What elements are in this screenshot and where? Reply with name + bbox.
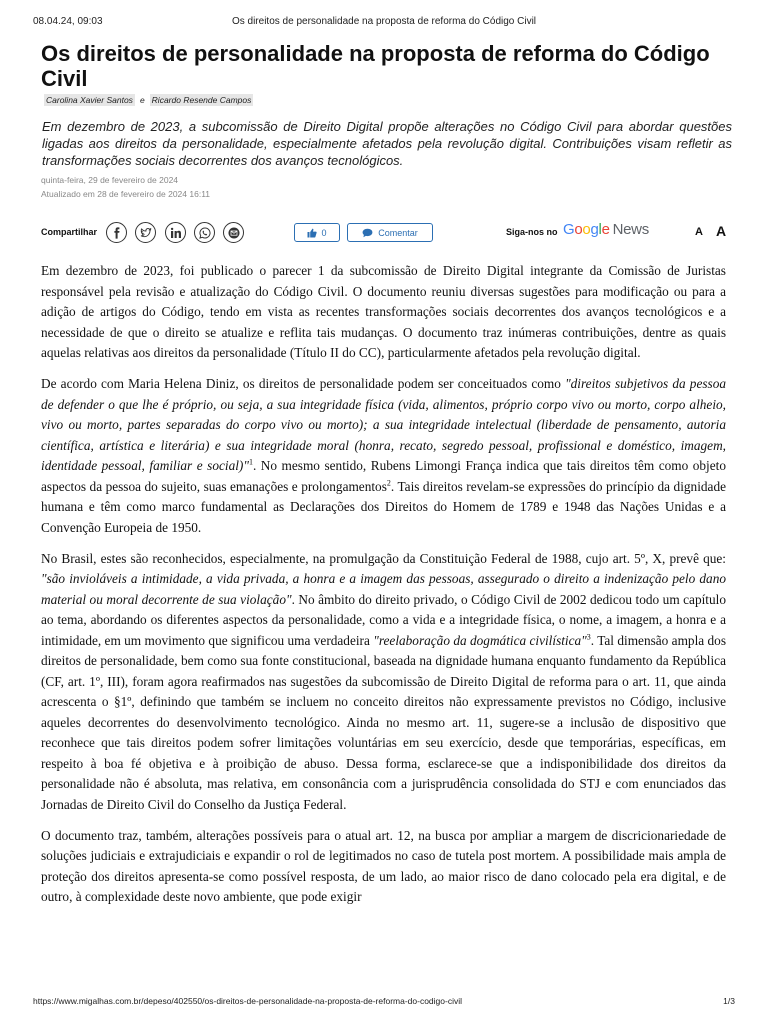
footnote-ref[interactable]: 1 (248, 457, 253, 467)
body-paragraph: O documento traz, também, alterações possíveis para o atual art. 12, na busca por ampliar a margem de discricionariedade de soluções judiciais e extrajudiciais e expandir o rol de legitimados no caso de tutela post mortem. A possibilidade mais ampla de proteção dos direitos apresenta-se como possível resposta, de um lado, ao maior risco de dano colocado pela era digital, e de outro, à complexidade deste novo ambiente, que pode exigir (41, 827, 726, 904)
google-news-word: News (612, 221, 649, 238)
body-text: . No mesmo sentido, Rubens Limongi França indica que tais direitos têm como objeto aspectos da pessoa do sujeito, suas emanações e prolongamentos (41, 458, 726, 494)
print-footer (33, 996, 735, 1008)
body-text: De acordo com Maria Helena Diniz, os direitos de personalidade podem ser conceituados como (41, 376, 566, 391)
share-label: Compartilhar (41, 227, 98, 237)
google-news-link[interactable] (563, 221, 649, 238)
follow-label: Siga-nos no (506, 227, 558, 237)
comment-label: Comentar (378, 227, 418, 238)
author-link[interactable]: Carolina Xavier Santos (46, 95, 133, 105)
google-news-logo-letter: e (601, 221, 610, 238)
article-body (41, 261, 726, 918)
facebook-icon[interactable] (106, 222, 127, 243)
google-news-logo-letter: l (598, 221, 602, 238)
increase-font-button[interactable]: A (716, 223, 727, 239)
body-text: . Tais direitos revelam-se expressões do princípio da dignidade humana e têm como marco fundamental as Declarações dos Direitos do Homem de 1789 e 1948 das Nações Unidas e a Convenção Europeia de 1950. (41, 478, 726, 535)
quote-text: "são invioláveis a intimidade, a vida privada, a honra e a imagem das pessoas, assegurado o direito a indenização pelo dano material ou moral decorrente de sua violação" (41, 571, 726, 607)
linkedin-icon[interactable] (165, 222, 186, 243)
body-text: . Tal dimensão ampla dos direitos de personalidade, bem como sua fonte constitucional, baseada na dignidade humana enquanto fundamento da República (CF, art. 1º, III), foram agora reafirmados nas sugestões da subcomissão de Direito Digital de reforma para o art. 11, que ainda acrescenta o §1º, definindo que também se incluem no conceito direitos não expressamente previstos no Código, inclusive aqueles decorrentes do desenvolvimento tecnológico. Ainda no mesmo art. 11, sugere-se a inclusão de dispositivo que reconhece que tais direitos podem sofrer limitações voluntárias em seu exercício, desde que temporárias, específicas, em respeito à boa fé objetiva e à proibição de abuso. Dessa forma, esclarece-se que a indisponibilidade dos direitos da personalidade não é absoluta, mas relativa, em consonância com a jurisprudência consolidada do STJ e com enunciados das Jornadas de Direito Civil do Conselho da Justiça Federal. (41, 632, 726, 812)
article-authors (44, 95, 253, 105)
print-header (33, 16, 735, 30)
article-title: Os direitos de personalidade na proposta de reforma do Código Civil (41, 41, 710, 91)
google-news-logo-letter: g (590, 221, 599, 238)
google-news-logo-letter: o (574, 221, 583, 238)
print-timestamp: 08.04.24, 09:03 (33, 16, 103, 27)
footnote-ref[interactable]: 2 (386, 478, 391, 488)
decrease-font-button[interactable]: A (695, 226, 703, 238)
like-count: 0 (321, 227, 327, 238)
google-news-logo-letter: G (563, 221, 575, 238)
share-bar (41, 220, 731, 246)
body-text: No Brasil, estes são reconhecidos, especialmente, na promulgação da Constituição Federal de 1988, cujo art. 5º, X, prevê que: (41, 550, 726, 566)
body-text: . No âmbito do direito privado, o Código Civil de 2002 dedicou todo um capítulo ao tema, abordando os diferentes aspectos da personalidade, como a vida e a integridade física, o nome, a imagem, a honra e a intimidade, em um movimento que significou uma verdadeira (41, 591, 726, 648)
footnote-ref[interactable]: 3 (586, 632, 591, 642)
body-paragraph: Em dezembro de 2023, foi publicado o parecer 1 da subcomissão de Direito Digital integrante da Comissão de Juristas responsável pela revisão e atualização do Código Civil. O documento reuniu diversas sugestões para modificação ou para a adição de artigos do Código, tendo em vista as recentes transformações sociais decorrentes dos avanços tecnológicos e a necessidade de que o direito se atualize e reflita tais mudanças. O documento traz inúmeras contribuições, dentre as quais aquelas relativas aos direitos da personalidade (Título II do CC), particularmente afetados pela revolução digital. (41, 263, 726, 360)
body-paragraph (41, 374, 726, 538)
email-icon[interactable] (223, 222, 244, 243)
comment-button[interactable] (347, 223, 433, 242)
article-lead: Em dezembro de 2023, a subcomissão de Direito Digital propõe alterações no Código Civil para abordar questões ligadas aos direitos da personalidade, especialmente afetados pela revolução digital. Contribuições visam refletir as transformações sociais decorrentes dos avanços tecnológicos. (42, 119, 732, 168)
print-page-title: Os direitos de personalidade na proposta de reforma do Código Civil (231, 16, 537, 27)
quote-text: "direitos subjetivos da pessoa de defender o que lhe é próprio, ou seja, a sua integridade física (vida, alimentos, próprio corpo vivo ou morto, corpo alheio, vivo ou morto, partes separadas do corpo vivo ou morto); a sua integridade intelectual (liberdade de pensamento, autoria científica, artística e literária) e sua integridade moral (honra, recato, segredo pessoal, profissional e doméstico, imagem, identidade pessoal, familiar e social)" (41, 376, 727, 473)
twitter-icon[interactable] (135, 222, 156, 243)
author-separator: e (139, 95, 145, 105)
google-news-logo-letter: o (582, 221, 591, 238)
body-paragraph (41, 549, 726, 816)
thumbs-up-icon (307, 228, 317, 238)
whatsapp-icon[interactable] (194, 222, 215, 243)
like-button[interactable] (294, 223, 340, 242)
quote-text: "reelaboração da dogmática civilística" (373, 632, 587, 648)
updated-date: Atualizado em 28 de fevereiro de 2024 16:11 (41, 189, 211, 199)
speech-bubble-icon (362, 228, 373, 238)
author-link[interactable]: Ricardo Resende Campos (151, 95, 252, 105)
page-url[interactable]: https://www.migalhas.com.br/depeso/402550/os-direitos-de-personalidade-na-proposta-de-reforma-do-codigo-civil (33, 996, 462, 1006)
page-number: 1/3 (723, 996, 735, 1006)
published-date: quinta-feira, 29 de fevereiro de 2024 (41, 175, 179, 185)
